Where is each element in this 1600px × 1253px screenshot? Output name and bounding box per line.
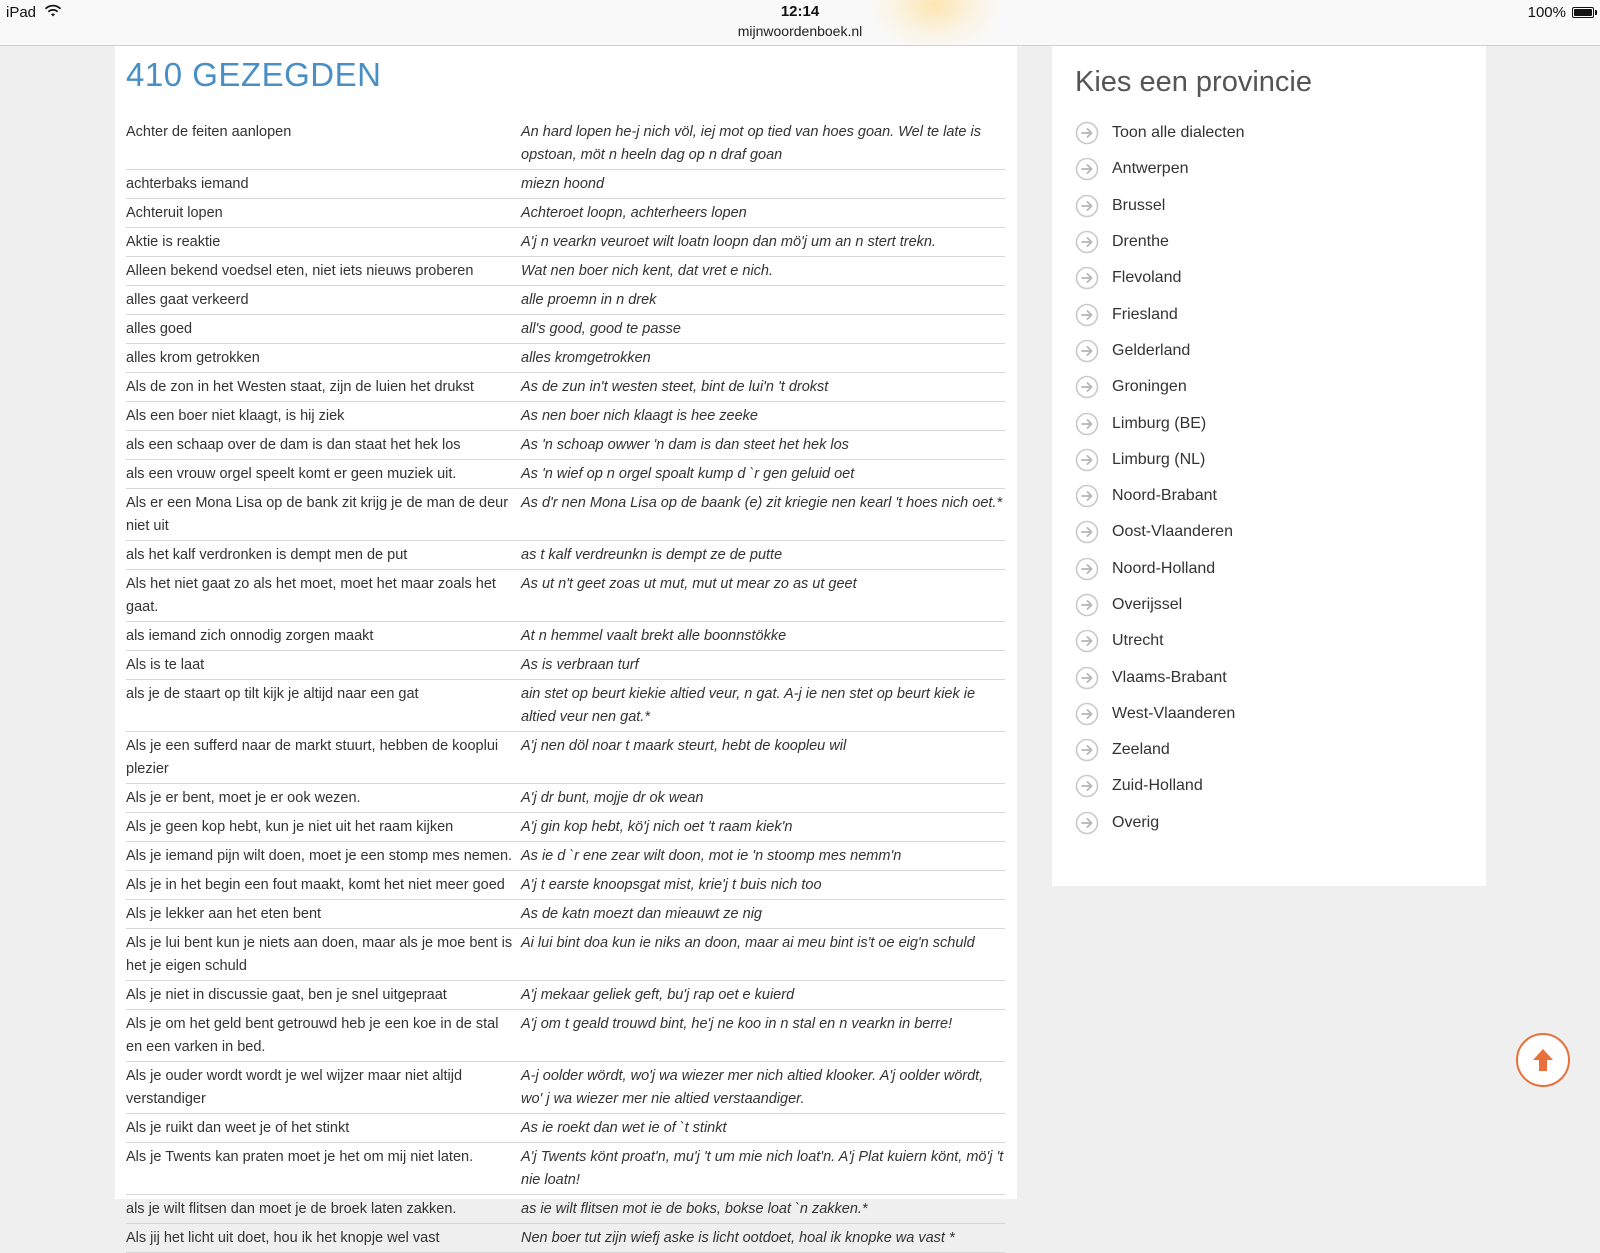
saying-dutch: Als je iemand pijn wilt doen, moet je een stomp mes nemen.	[126, 848, 513, 864]
table-row	[126, 1224, 1005, 1253]
arrow-circle-right-icon	[1075, 666, 1099, 690]
table-row	[126, 622, 1005, 651]
province-label: Noord-Brabant	[1112, 487, 1217, 505]
saying-dutch: achterbaks iemand	[126, 176, 249, 192]
province-link[interactable]	[1075, 478, 1475, 514]
province-label: Limburg (NL)	[1112, 450, 1206, 468]
saying-dutch: Als je lui bent kun je niets aan doen, maar als je moe bent is het je eigen schuld	[126, 935, 513, 974]
province-link[interactable]	[1075, 514, 1475, 550]
saying-dutch: Als de zon in het Westen staat, zijn de luien het drukst	[126, 379, 474, 395]
table-row	[126, 373, 1005, 402]
arrow-circle-right-icon	[1075, 303, 1099, 327]
province-link[interactable]	[1075, 405, 1475, 441]
saying-dialect: As ie roekt dan wet ie of `t stinkt	[521, 1120, 727, 1136]
province-link[interactable]	[1075, 333, 1475, 369]
province-link[interactable]	[1075, 768, 1475, 804]
province-label: Friesland	[1112, 305, 1178, 323]
saying-dialect: ain stet op beurt kiekie altied veur, n gat. A-j ie nen stet op beurt kiek ie altied veur nen gat.*	[521, 686, 976, 725]
province-link[interactable]	[1075, 188, 1475, 224]
saying-dialect: As de zun in't westen steet, bint de lui'n 't drokst	[521, 379, 829, 395]
saying-dialect: alles kromgetrokken	[521, 350, 651, 366]
saying-dutch: Als het niet gaat zo als het moet, moet het maar zoals het gaat.	[126, 576, 496, 615]
province-label: Zeeland	[1112, 741, 1170, 759]
table-row	[126, 680, 1005, 732]
battery-level: 100%	[1527, 4, 1566, 21]
saying-dialect: alle proemn in n drek	[521, 292, 657, 308]
province-label: Antwerpen	[1112, 160, 1189, 178]
table-row	[126, 842, 1005, 871]
province-label: Oost-Vlaanderen	[1112, 523, 1233, 541]
battery-icon	[1572, 7, 1594, 18]
province-link[interactable]	[1075, 623, 1475, 659]
saying-dutch: Als je ouder wordt wordt je wel wijzer maar niet altijd verstandiger	[126, 1068, 463, 1107]
province-link[interactable]	[1075, 659, 1475, 695]
table-row	[126, 541, 1005, 570]
saying-dutch: Achter de feiten aanlopen	[126, 124, 292, 140]
arrow-up-icon	[1528, 1045, 1558, 1075]
province-link[interactable]	[1075, 696, 1475, 732]
table-row	[126, 257, 1005, 286]
table-row	[126, 118, 1005, 170]
table-row	[126, 871, 1005, 900]
arrow-circle-right-icon	[1075, 121, 1099, 145]
province-link[interactable]	[1075, 587, 1475, 623]
table-row	[126, 732, 1005, 784]
saying-dutch: Als je lekker aan het eten bent	[126, 906, 322, 922]
table-row	[126, 286, 1005, 315]
arrow-circle-right-icon	[1075, 194, 1099, 218]
province-label: Groningen	[1112, 378, 1187, 396]
saying-dialect: As 'n schoap owwer 'n dam is dan steet het hek los	[521, 437, 849, 453]
table-row	[126, 228, 1005, 257]
province-list	[1075, 115, 1475, 841]
arrow-circle-right-icon	[1075, 593, 1099, 617]
table-row	[126, 784, 1005, 813]
saying-dialect: A'j mekaar geliek geft, bu'j rap oet e kuierd	[521, 987, 795, 1003]
province-link[interactable]	[1075, 115, 1475, 151]
saying-dialect: as ie wilt flitsen mot ie de boks, bokse loat `n zakken.*	[521, 1201, 868, 1217]
arrow-circle-right-icon	[1075, 266, 1099, 290]
province-link[interactable]	[1075, 260, 1475, 296]
scroll-to-top-button[interactable]	[1516, 1033, 1570, 1087]
province-link[interactable]	[1075, 369, 1475, 405]
saying-dutch: als iemand zich onnodig zorgen maakt	[126, 628, 374, 644]
province-label: Brussel	[1112, 196, 1166, 214]
saying-dutch: Achteruit lopen	[126, 205, 223, 221]
saying-dutch: als een vrouw orgel speelt komt er geen muziek uit.	[126, 466, 457, 482]
saying-dutch: Als er een Mona Lisa op de bank zit krijg je de man de deur niet uit	[126, 495, 509, 534]
province-link[interactable]	[1075, 551, 1475, 587]
saying-dialect: As ut n't geet zoas ut mut, mut ut mear zo as ut geet	[521, 576, 857, 592]
saying-dialect: A'j t earste knoopsgat mist, krie'j t buis nich too	[521, 877, 822, 893]
saying-dutch: Alleen bekend voedsel eten, niet iets nieuws proberen	[126, 263, 474, 279]
saying-dutch: alles krom getrokken	[126, 350, 260, 366]
arrow-circle-right-icon	[1075, 520, 1099, 544]
table-row	[126, 431, 1005, 460]
saying-dutch: Als je ruikt dan weet je of het stinkt	[126, 1120, 350, 1136]
table-row	[126, 1114, 1005, 1143]
province-link[interactable]	[1075, 805, 1475, 841]
arrow-circle-right-icon	[1075, 339, 1099, 363]
saying-dialect: As is verbraan turf	[521, 657, 639, 673]
saying-dialect: A'j om t geald trouwd bint, he'j ne koo in n stal en n vearkn in berre!	[521, 1016, 953, 1032]
table-row	[126, 1195, 1005, 1224]
table-row	[126, 315, 1005, 344]
saying-dialect: As nen boer nich klaagt is hee zeeke	[521, 408, 758, 424]
saying-dialect: A'j gin kop hebt, kö'j nich oet 't raam kiek'n	[521, 819, 793, 835]
saying-dialect: As ie d `r ene zear wilt doon, mot ie 'n stoomp mes nemm'n	[521, 848, 902, 864]
province-label: Noord-Holland	[1112, 559, 1216, 577]
saying-dialect: as t kalf verdreunkn is dempt ze de putte	[521, 547, 783, 563]
province-label: West-Vlaanderen	[1112, 704, 1236, 722]
saying-dutch: als je wilt flitsen dan moet je de broek laten zakken.	[126, 1201, 457, 1217]
arrow-circle-right-icon	[1075, 412, 1099, 436]
saying-dutch: als het kalf verdronken is dempt men de put	[126, 547, 408, 563]
province-link[interactable]	[1075, 296, 1475, 332]
saying-dutch: Als je om het geld bent getrouwd heb je een koe in de stal en een varken in bed.	[126, 1016, 499, 1055]
province-link[interactable]	[1075, 151, 1475, 187]
province-link[interactable]	[1075, 224, 1475, 260]
status-time: 12:14	[780, 3, 820, 20]
province-label: Toon alle dialecten	[1112, 124, 1245, 142]
saying-dialect: As de katn moezt dan mieauwt ze nig	[521, 906, 762, 922]
saying-dutch: alles gaat verkeerd	[126, 292, 249, 308]
province-label: Overig	[1112, 813, 1160, 831]
arrow-circle-right-icon	[1075, 557, 1099, 581]
province-sidebar	[1052, 46, 1486, 886]
saying-dutch: Als je in het begin een fout maakt, komt het niet meer goed	[126, 877, 505, 893]
saying-dutch: Als jij het licht uit doet, hou ik het knopje wel vast	[126, 1230, 440, 1246]
device-name: iPad	[6, 4, 37, 21]
table-row	[126, 1062, 1005, 1114]
province-label: Vlaams-Brabant	[1112, 668, 1227, 686]
status-bar	[0, 0, 1600, 46]
saying-dutch: Als is te laat	[126, 657, 205, 673]
saying-dialect: A'j nen döl noar t maark steurt, hebt de koopleu wil	[521, 738, 847, 754]
province-link[interactable]	[1075, 442, 1475, 478]
arrow-circle-right-icon	[1075, 738, 1099, 762]
saying-dutch: Als je Twents kan praten moet je het om mij niet laten.	[126, 1149, 474, 1165]
saying-dutch: Als een boer niet klaagt, is hij ziek	[126, 408, 345, 424]
arrow-circle-right-icon	[1075, 484, 1099, 508]
saying-dialect: all's good, good te passe	[521, 321, 681, 337]
saying-dialect: At n hemmel vaalt brekt alle boonnstökke	[521, 628, 787, 644]
saying-dutch: Aktie is reaktie	[126, 234, 221, 250]
saying-dialect: Wat nen boer nich kent, dat vret e nich.	[521, 263, 774, 279]
address-bar-url[interactable]: mijnwoordenboek.nl	[737, 23, 863, 39]
sayings-panel	[115, 46, 1017, 1246]
table-row	[126, 489, 1005, 541]
table-row	[126, 402, 1005, 431]
arrow-circle-right-icon	[1075, 375, 1099, 399]
table-row	[126, 981, 1005, 1010]
arrow-circle-right-icon	[1075, 448, 1099, 472]
saying-dialect: Nen boer tut zijn wiefj aske is licht ootdoet, hoal ik knopke wa vast *	[521, 1230, 955, 1246]
page-title: 410 GEZEGDEN	[126, 56, 382, 93]
saying-dialect: A'j n vearkn veuroet wilt loatn loopn dan mö'j um an n stert trekn.	[521, 234, 936, 250]
table-row	[126, 170, 1005, 199]
table-row	[126, 813, 1005, 842]
battery-cap	[1595, 10, 1597, 15]
table-row	[126, 460, 1005, 489]
sidebar-title: Kies een provincie	[1075, 66, 1312, 98]
arrow-circle-right-icon	[1075, 629, 1099, 653]
saying-dutch: Als je geen kop hebt, kun je niet uit het raam kijken	[126, 819, 454, 835]
saying-dutch: Als je er bent, moet je er ook wezen.	[126, 790, 361, 806]
province-label: Overijssel	[1112, 596, 1183, 613]
table-row	[126, 570, 1005, 622]
saying-dialect: As 'n wief op n orgel spoalt kump d `r gen geluid oet	[521, 466, 855, 482]
sayings-table	[126, 118, 1005, 1253]
saying-dutch: als je de staart op tilt kijk je altijd naar een gat	[126, 686, 419, 702]
saying-dialect: miezn hoond	[521, 176, 605, 192]
saying-dutch: Als je een sufferd naar de markt stuurt, hebben de kooplui plezier	[126, 738, 499, 777]
saying-dialect: An hard lopen he-j nich völ, iej mot op tied van hoes goan. Wel te late is opstoan, möt n heeln dag op n draf goan	[521, 124, 981, 163]
arrow-circle-right-icon	[1075, 702, 1099, 726]
table-row	[126, 1143, 1005, 1195]
province-label: Flevoland	[1112, 269, 1182, 287]
saying-dutch: alles goed	[126, 321, 193, 337]
saying-dialect: Achteroet loopn, achterheers lopen	[521, 205, 747, 221]
saying-dialect: As d'r nen Mona Lisa op de baank (e) zit kriegie nen kearl 't hoes nich oet.*	[521, 495, 1003, 511]
saying-dialect: A'j dr bunt, mojje dr ok wean	[521, 790, 704, 806]
saying-dutch: Als je niet in discussie gaat, ben je snel uitgepraat	[126, 987, 447, 1003]
province-link[interactable]	[1075, 732, 1475, 768]
province-label: Limburg (BE)	[1112, 414, 1207, 432]
table-row	[126, 900, 1005, 929]
arrow-circle-right-icon	[1075, 811, 1099, 835]
table-row	[126, 651, 1005, 680]
saying-dialect: A-j oolder wördt, wo'j wa wiezer mer nich altied klooker. A'j oolder wördt, wo' j wa wiezer mer nie altied verstaandiger.	[521, 1068, 984, 1107]
saying-dialect: Ai lui bint doa kun ie niks an doon, maar ai meu bint is't oe eig'n schuld	[521, 935, 975, 951]
saying-dialect: A'j Twents könt proat'n, mu'j 't um mie nich loat'n. A'j Plat kuiern könt, mö'j 't nie loatn!	[521, 1149, 1004, 1188]
table-row	[126, 929, 1005, 981]
arrow-circle-right-icon	[1075, 230, 1099, 254]
arrow-circle-right-icon	[1075, 157, 1099, 181]
province-label: Gelderland	[1112, 341, 1191, 359]
province-label: Utrecht	[1112, 632, 1164, 650]
table-row	[126, 1010, 1005, 1062]
province-label: Drenthe	[1112, 233, 1169, 251]
saying-dutch: als een schaap over de dam is dan staat het hek los	[126, 437, 461, 453]
table-row	[126, 199, 1005, 228]
province-label: Zuid-Holland	[1112, 777, 1203, 795]
table-row	[126, 344, 1005, 373]
arrow-circle-right-icon	[1075, 774, 1099, 798]
